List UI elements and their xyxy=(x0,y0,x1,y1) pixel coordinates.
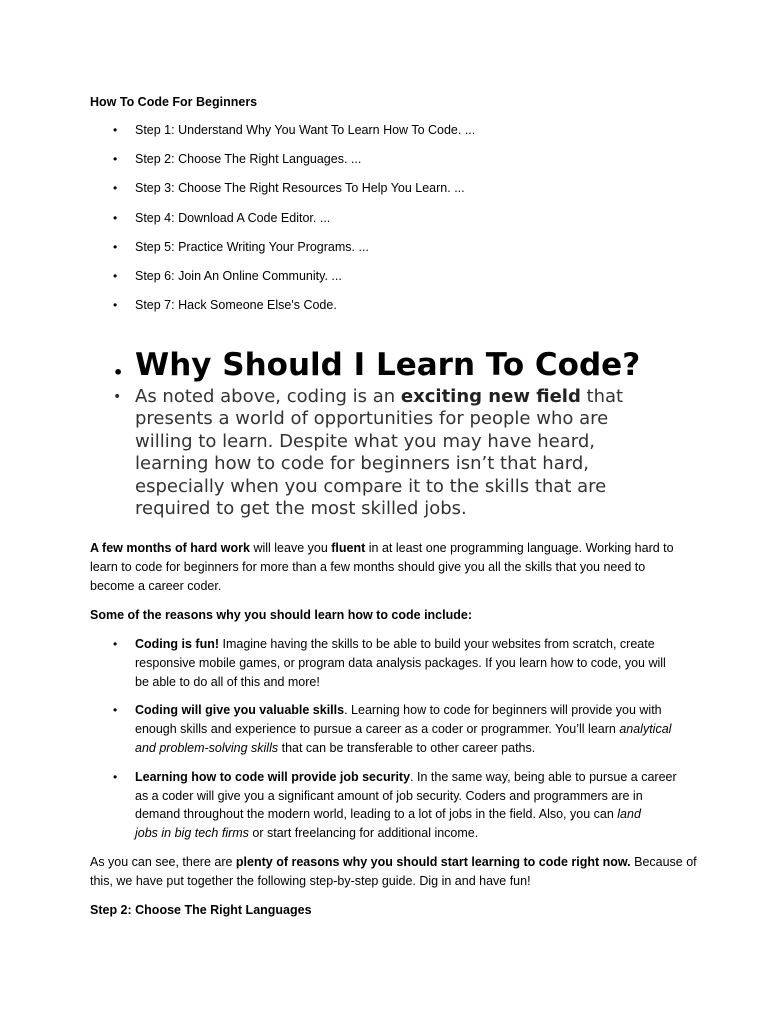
next-step-heading: Step 2: Choose The Right Languages xyxy=(90,903,312,917)
reason-line xyxy=(135,824,690,843)
reason-line xyxy=(135,635,690,654)
list-item xyxy=(90,121,475,150)
step-text: Step 2: Choose The Right Languages. ... xyxy=(135,152,362,167)
section-heading-item xyxy=(90,345,690,385)
list-item xyxy=(90,238,475,267)
reason-text: that can be transferable to other career paths. xyxy=(278,740,536,755)
reason-italic: and problem-solving skills xyxy=(135,740,279,755)
paragraph-line: learn to code for beginners for more than a few months should give you all the skills that you need to xyxy=(90,559,646,574)
list-item xyxy=(90,179,475,208)
reason-line: responsive mobile games, or program data analysis packages. If you learn how to code, you will xyxy=(135,655,666,670)
intro-emphasis: exciting new field xyxy=(400,386,581,407)
reason-text: demand throughout the modern world, leading to a lot of jobs in the field. Also, you can xyxy=(135,807,618,822)
emphasis-text: fluent xyxy=(331,541,366,555)
reason-text: or start freelancing for additional income. xyxy=(248,826,479,841)
paragraph-text: As you can see, there are xyxy=(90,855,236,869)
paragraph-text: Because of xyxy=(630,855,697,869)
bullet-icon: • xyxy=(113,239,118,254)
step-text: Step 4: Download A Code Editor. ... xyxy=(135,210,331,225)
reason-title: Coding will give you valuable skills xyxy=(135,703,345,718)
step-text: Step 1: Understand Why You Want To Learn How To Code. ... xyxy=(135,123,476,137)
intro-text: that xyxy=(580,386,624,407)
reason-text: . In the same way, being able to pursue a career xyxy=(410,769,677,784)
paragraph-line: become a career coder. xyxy=(90,578,222,593)
reason-line xyxy=(135,720,690,739)
bullet-icon: • xyxy=(113,298,118,313)
bullet-icon: • xyxy=(113,123,118,137)
paragraph-line: this, we have put together the following step-by-step guide. Dig in and have fun! xyxy=(90,873,531,888)
step-text: Step 3: Choose The Right Resources To Help You Learn. ... xyxy=(135,181,465,196)
reason-title: Learning how to code will provide job security xyxy=(135,769,411,784)
bullet-icon: • xyxy=(113,152,118,167)
paragraph-text: in at least one programming language. Working hard to xyxy=(365,541,674,555)
reasons-list xyxy=(90,635,690,853)
list-item xyxy=(90,701,690,757)
bullet-icon: • xyxy=(113,363,124,382)
intro-line: especially when you compare it to the skills that are xyxy=(135,475,607,497)
list-item xyxy=(90,150,475,179)
emphasis-text: A few months of hard work xyxy=(90,541,250,555)
list-item xyxy=(90,635,690,691)
bullet-icon: • xyxy=(113,181,118,196)
reason-text: Imagine having the skills to be able to build your websites from scratch, create xyxy=(219,637,655,651)
why-learn-section xyxy=(90,345,690,520)
reason-text: enough skills and experience to pursue a career as a coder or programmer. You’ll learn xyxy=(135,722,620,737)
reason-title: Coding is fun! xyxy=(135,637,220,651)
bullet-icon: • xyxy=(113,703,118,718)
intro-line xyxy=(135,386,690,408)
paragraph-line xyxy=(90,539,690,558)
step-text: Step 7: Hack Someone Else's Code. xyxy=(135,298,337,313)
paragraph-line xyxy=(90,853,697,872)
intro-text: As noted above, coding is an xyxy=(135,386,401,407)
reason-italic: land xyxy=(617,807,641,822)
step-text: Step 6: Join An Online Community. ... xyxy=(135,268,342,283)
intro-line: learning how to code for beginners isn’t that hard, xyxy=(135,453,589,475)
reason-line xyxy=(135,739,690,758)
reason-line xyxy=(135,701,690,720)
reason-line: as a coder will give you a significant amount of job security. Coders and programmers are in xyxy=(135,788,643,803)
emphasis-text: plenty of reasons why you should start learning to code right now. xyxy=(235,855,631,869)
steps-list xyxy=(90,121,475,325)
bullet-icon: • xyxy=(113,637,118,651)
bullet-icon: • xyxy=(113,389,122,405)
bullet-icon: • xyxy=(113,268,118,283)
list-item xyxy=(90,296,475,325)
section-intro-item xyxy=(90,386,690,520)
list-item xyxy=(90,209,475,238)
section-heading: Why Should I Learn To Code? xyxy=(135,347,641,383)
paragraph-text: will leave you xyxy=(249,541,332,555)
list-item xyxy=(90,267,475,296)
paragraph-hard-work xyxy=(90,539,690,595)
intro-line: willing to learn. Despite what you may have heard, xyxy=(135,430,596,452)
intro-line: required to get the most skilled jobs. xyxy=(135,498,467,520)
reason-line xyxy=(135,805,690,824)
bullet-icon: • xyxy=(113,769,118,784)
paragraph-conclusion xyxy=(90,853,697,891)
reason-text: . Learning how to code for beginners will provide you with xyxy=(344,703,662,718)
reason-italic: analytical xyxy=(619,722,672,737)
reason-italic: jobs in big tech firms xyxy=(135,826,249,841)
bullet-icon: • xyxy=(113,210,118,225)
step-text: Step 5: Practice Writing Your Programs. ... xyxy=(135,239,369,254)
intro-line: presents a world of opportunities for people who are xyxy=(135,408,609,430)
reasons-heading: Some of the reasons why you should learn how to code include: xyxy=(90,608,472,622)
reason-line: be able to do all of this and more! xyxy=(135,674,320,689)
list-item xyxy=(90,768,690,843)
document-title: How To Code For Beginners xyxy=(90,95,258,109)
reason-line xyxy=(135,768,690,787)
